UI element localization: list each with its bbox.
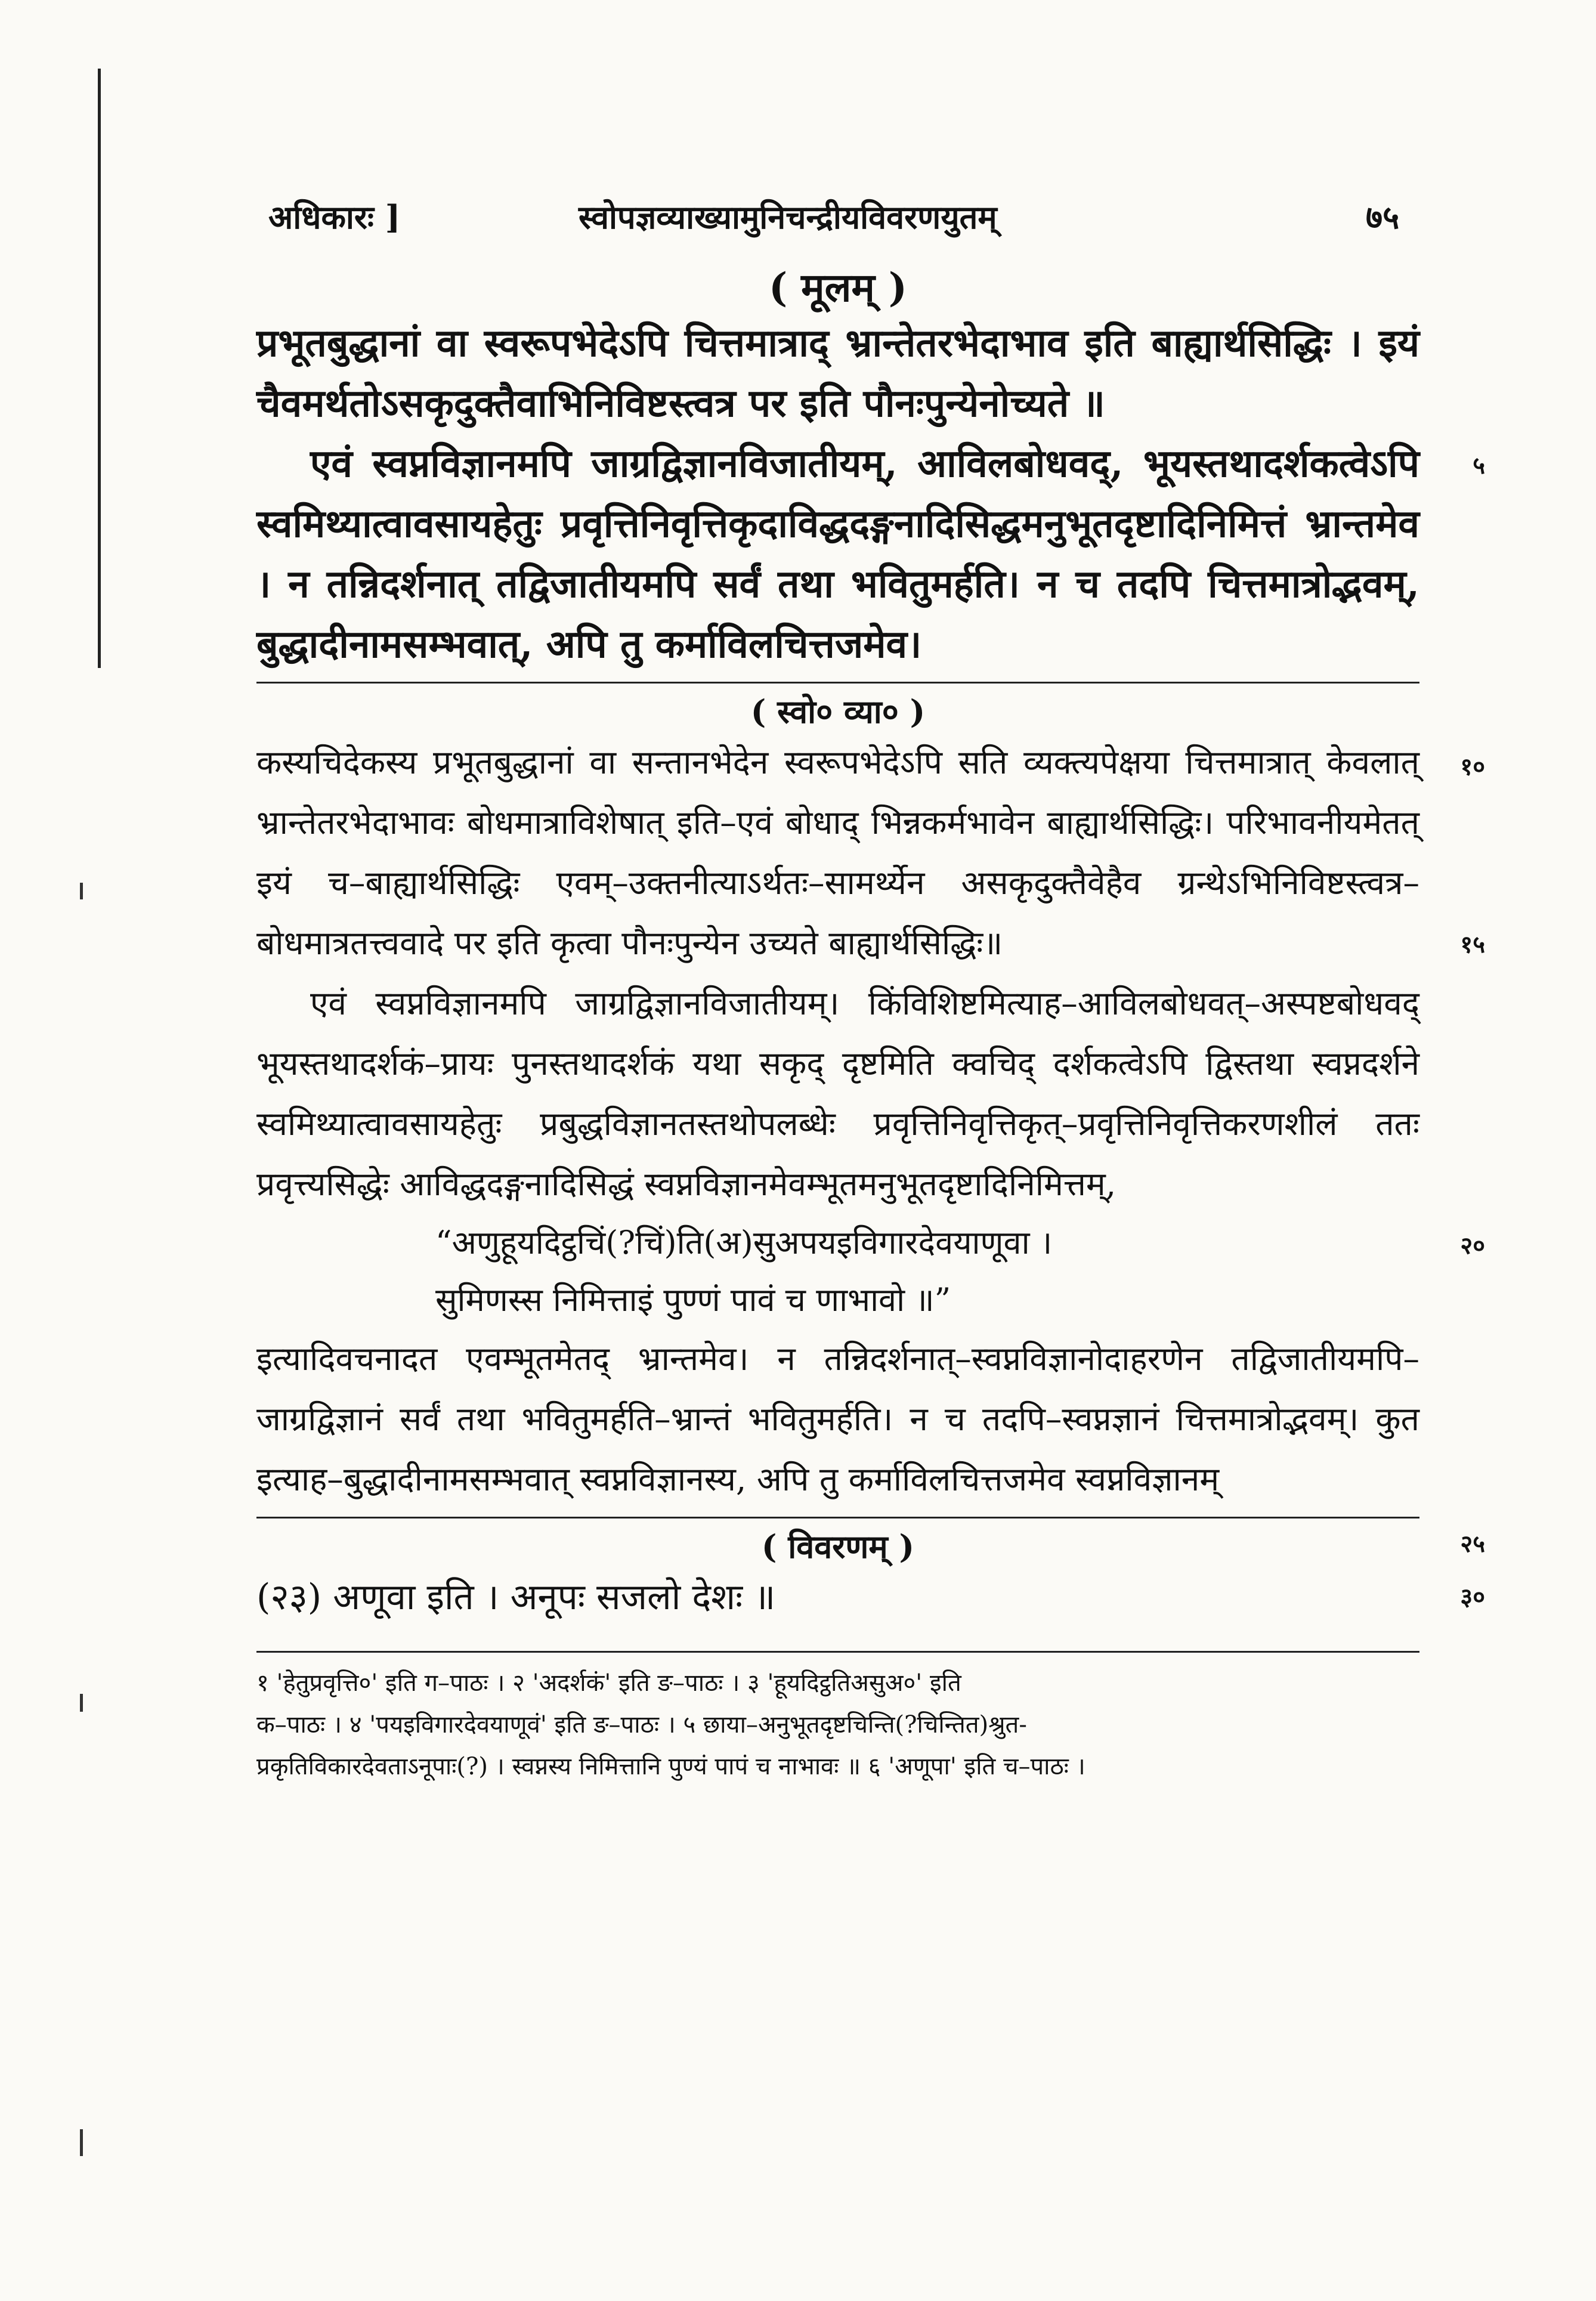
mulam-para: प्रभूतबुद्धानां वा स्वरूपभेदेऽपि चित्तमात्राद् भ्रान्तेतरभेदाभाव इति बाह्यार्थसिद्धिः । इयं चैवमर्थतोऽसकृदुक्तैवाभिनिविष्टस्त्वत्र पर इति पौनःपुन्येनोच्यते ॥ <box>256 321 1419 426</box>
margin-mark <box>80 2129 83 2156</box>
margin-mark <box>80 1694 83 1712</box>
line-number: ३० <box>1460 1583 1485 1611</box>
footnote-line: क–पाठः । ४ 'पयइविगारदेवयाणूवं' इति ङ–पाठः । ५ छाया–अनुभूतदृष्टचिन्ति(?चिन्तित)श्रुत- <box>256 1711 1027 1739</box>
vivaranam-line: (२३) अणूवा इति । अनूपः सजलो देशः ॥ <box>256 1576 776 1618</box>
margin-mark <box>80 883 83 899</box>
verse-quote <box>256 1214 1419 1329</box>
footnote-line: प्रकृतिविकारदेवताऽनूपाः(?) । स्वप्नस्य निमित्तानि पुण्यं पापं च नाभावः ॥ ६ 'अणूपा' इति च–पाठः । <box>256 1753 1085 1780</box>
running-header <box>256 188 1419 253</box>
chapter-label: अधिकारः ] <box>268 198 401 236</box>
section-rule <box>256 682 1419 684</box>
commentary-para: एवं स्वप्नविज्ञानमपि जाग्रद्विज्ञानविजातीयम्। किंविशिष्टमित्याह–आविलबोधवत्–अस्पष्टबोधवद् भूयस्तथादर्शकं–प्रायः पुनस्तथादर्शकं यथा सकृद् दृष्टमिति क्वचिद् दर्शकत्वेऽपि द्विस्तथा स्वप्नदर्शने स्वमिथ्यात्वावसायहेतुः प्रबुद्धविज्ञानतस्तथोपलब्धेः प्रवृत्तिनिवृत्तिकृत्–प्रवृत्तिनिवृत्तिकरणशीलं ततः प्रवृत्त्यसिद्धेः आविद्धदङ्गनादिसिद्धं स्वप्नविज्ञानमेवम्भूतमनुभूतदृष्टादिनिमित्तम्, <box>256 984 1419 1203</box>
footnote-rule <box>256 1651 1419 1653</box>
verse-line: सुमिणस्स निमित्ताइं पुण्णं पावं च णाभावो ॥” <box>435 1281 951 1319</box>
vivaranam-text <box>256 1567 1485 1627</box>
line-number: २० <box>1460 1232 1485 1260</box>
footnote-line: १ 'हेतुप्रवृत्ति०' इति ग–पाठः । २ 'अदर्शकं' इति ङ–पाठः । ३ 'हूयदिट्ठतिअसुअ०' इति <box>256 1669 961 1697</box>
commentary-para: कस्यचिदेकस्य प्रभूतबुद्धानां वा सन्तानभेदेन स्वरूपभेदेऽपि सति व्यक्त्यपेक्षया चित्तमात्रात् केवलात् भ्रान्तेतरभेदाभावः बोधमात्राविशेषात् इति–एवं बोधाद् भिन्नकर्मभावेन बाह्यार्थसिद्धिः। परिभावनीयमेतत् इयं च–बाह्यार्थसिद्धिः एवम्–उक्तनीत्याऽर्थतः–सामर्थ्येन असकृदुक्तैवेहैव ग्रन्थेऽभिनिविष्टस्त्वत्र–बोधमात्रतत्त्ववादे पर इति कृत्वा पौनःपुन्येन उच्यते बाह्यार्थसिद्धिः॥ <box>256 743 1419 962</box>
mulam-para: एवं स्वप्नविज्ञानमपि जाग्रद्विज्ञानविजातीयम्, आविलबोधवद्, भूयस्तथादर्शकत्वेऽपि स्वमिथ्यात्वावसायहेतुः प्रवृत्तिनिवृत्तिकृदाविद्धदङ्गनादिसिद्धमनुभूतदृष्टादिनिमित्तं भ्रान्तमेव । न तन्निदर्शनात् तद्विजातीयमपि सर्वं तथा भवितुमर्हति। न च तदपि चित्तमात्रोद्भवम्, बुद्धादीनामसम्भवात्, अपि तु कर्माविलचित्तजमेव। <box>256 441 1419 667</box>
line-number: ५ <box>1473 451 1485 480</box>
margin-rule <box>98 69 101 668</box>
footnotes <box>256 1662 1419 1787</box>
vivaranam-heading: ( विवरणम् ) <box>761 1527 915 1566</box>
page <box>256 188 1485 1787</box>
commentary-para: इत्यादिवचनादत एवम्भूतमेतद् भ्रान्तमेव। न तन्निदर्शनात्–स्वप्नविज्ञानोदाहरणेन तद्विजातीयमपि–जाग्रद्विज्ञानं सर्वं तथा भवितुमर्हति–भ्रान्तं भवितुमर्हति। न च तदपि–स्वप्नज्ञानं चित्तमात्रोद्भवम्। कुत इत्याह–बुद्धादीनामसम्भवात् स्वप्नविज्ञानस्य, अपि तु कर्माविलचित्तजमेव स्वप्नविज्ञानम् <box>256 1340 1419 1498</box>
page-number: ७५ <box>1366 198 1400 236</box>
line-number: २५ <box>1460 1530 1485 1558</box>
verse-line: “अणुहूयदिट्ठचिं(?चिं)ति(अ)सुअपयइविगारदेवयाणूवा । <box>435 1224 1053 1261</box>
book-title: स्वोपज्ञव्याख्यामुनिचन्द्रीयविवरणयुतम् <box>579 198 997 236</box>
svopajna-heading: ( स्वो० व्या० ) <box>750 692 926 731</box>
line-number: १५ <box>1460 930 1485 958</box>
mulam-heading: ( मूलम् ) <box>768 264 908 311</box>
section-rule <box>256 1517 1419 1518</box>
line-number: १० <box>1460 753 1485 781</box>
